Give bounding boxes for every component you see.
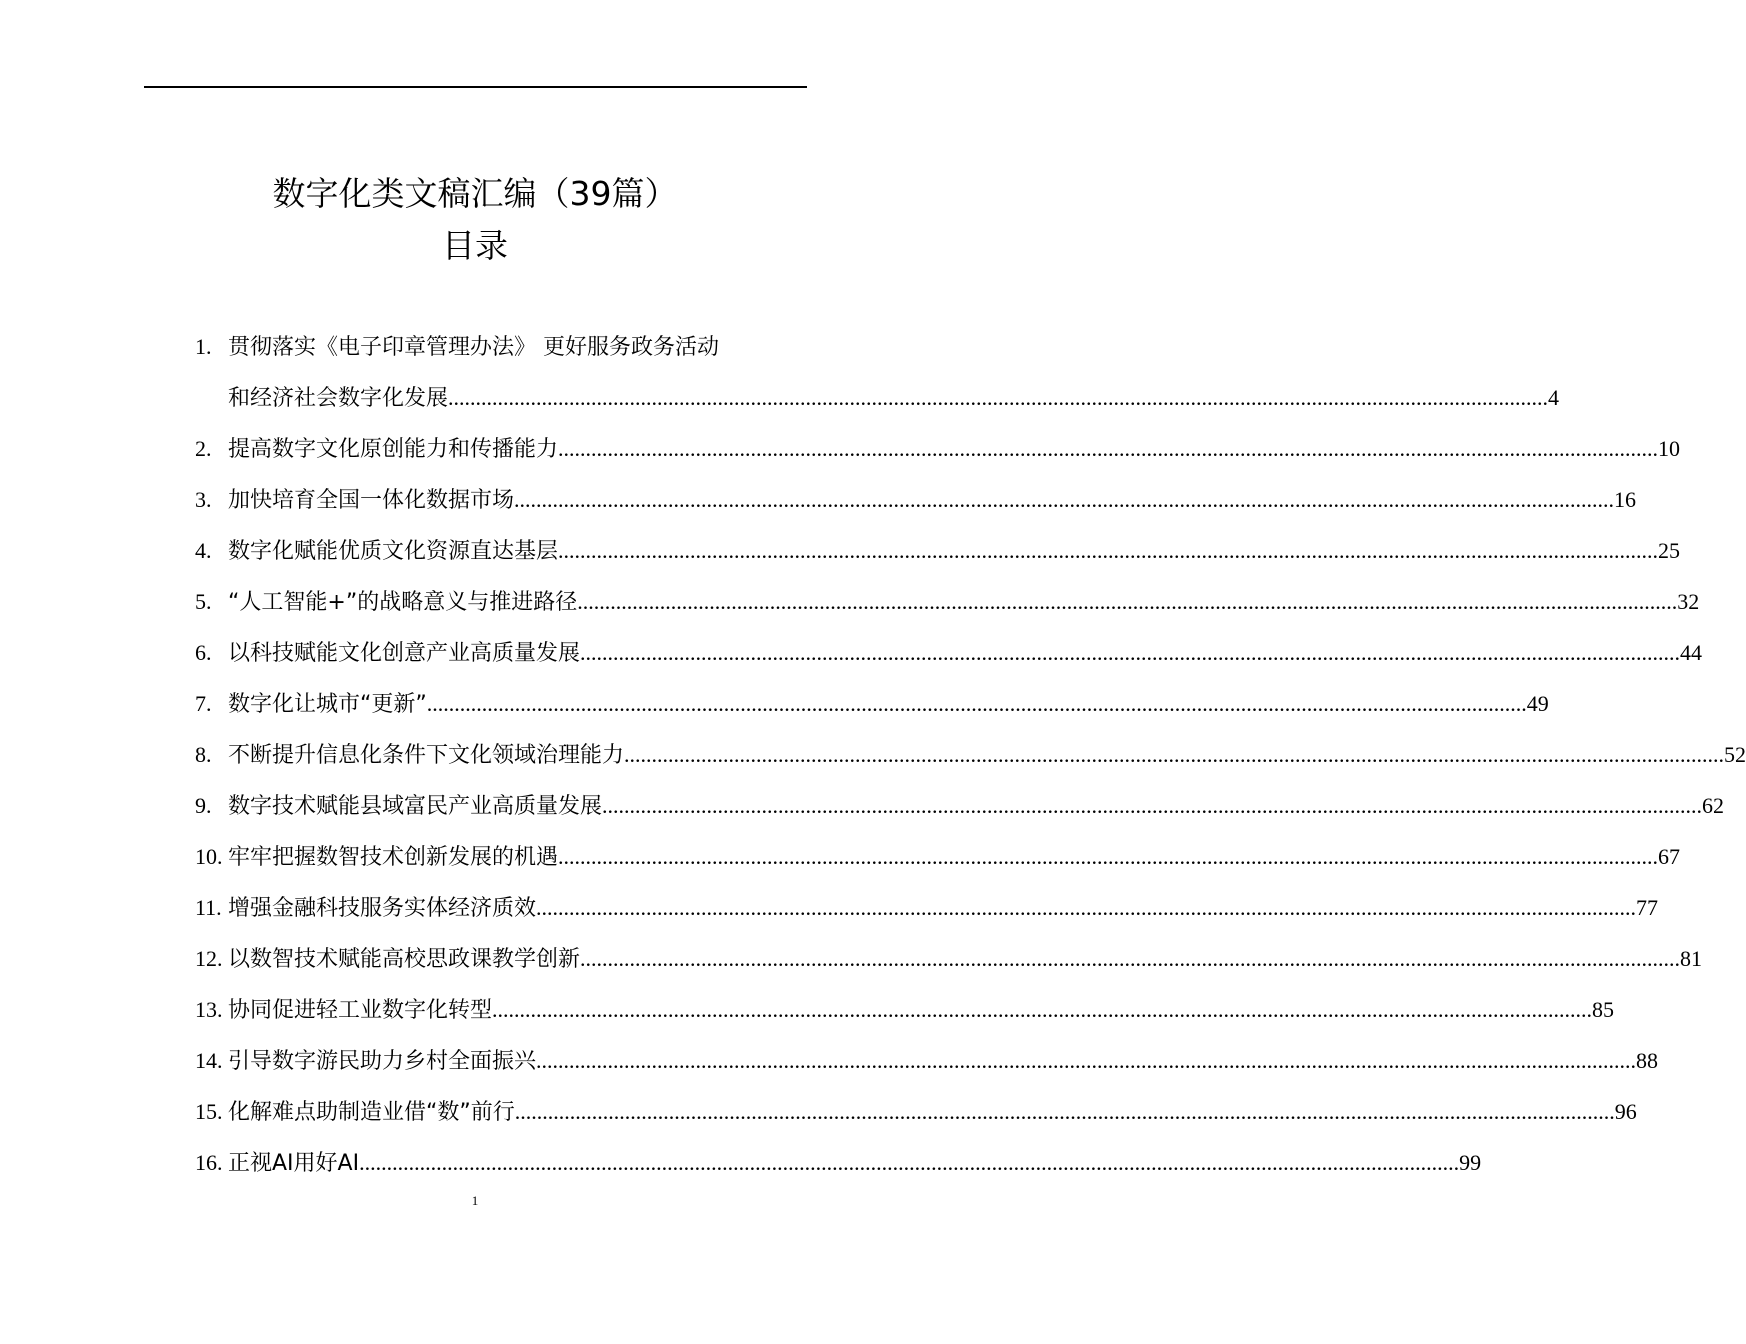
toc-entry-title: 协同促进轻工业数字化转型 bbox=[228, 998, 493, 1023]
toc-leader-dots: ........................................................................................................................................................................................................ bbox=[624, 742, 1725, 767]
document-title: 数字化类文稿汇编（39篇） bbox=[272, 174, 678, 213]
toc-entry-page: 44 bbox=[1680, 640, 1703, 665]
toc-leader-dots: ........................................................................................................................................................................................................ bbox=[514, 487, 1615, 512]
toc-entry-title: 加快培育全国一体化数据市场 bbox=[228, 488, 515, 513]
toc-entry[interactable] bbox=[195, 832, 1681, 883]
toc-entry-number: 4. bbox=[195, 538, 212, 563]
toc-leader-dots: ........................................................................................................................................................................................................ bbox=[558, 436, 1659, 461]
toc-entry-number: 10. bbox=[195, 844, 223, 869]
toc-entry-title: 贯彻落实《电子印章管理办法》 更好服务政务活动 bbox=[228, 335, 719, 360]
toc-entry-title: 和经济社会数字化发展 bbox=[228, 386, 449, 411]
toc-entry[interactable] bbox=[195, 424, 1681, 475]
toc-entry-title: 数字化让城市“更新” bbox=[228, 692, 427, 717]
toc-entry-page: 52 bbox=[1724, 742, 1746, 767]
toc-entry[interactable] bbox=[195, 373, 1560, 424]
toc-leader-dots: ........................................................................................................................................................................................................ bbox=[577, 589, 1678, 614]
toc-leader-dots: ........................................................................................................................................................................................................ bbox=[558, 538, 1659, 563]
toc-entry-number: 6. bbox=[195, 640, 212, 665]
toc-entry[interactable] bbox=[195, 985, 1615, 1036]
toc-entry-page: 88 bbox=[1636, 1048, 1659, 1073]
toc-entry[interactable] bbox=[195, 577, 1700, 628]
toc-entry-title: 数字化赋能优质文化资源直达基层 bbox=[228, 539, 559, 564]
header-rule bbox=[144, 86, 807, 88]
toc-entry-number: 13. bbox=[195, 997, 223, 1022]
toc-leader-dots: ........................................................................................................................................................................................................ bbox=[558, 844, 1659, 869]
toc-entry[interactable] bbox=[195, 475, 1637, 526]
toc-entry[interactable] bbox=[195, 526, 1681, 577]
toc-entry[interactable] bbox=[195, 1087, 1637, 1138]
toc-entry-page: 62 bbox=[1702, 793, 1725, 818]
toc-entry-number: 15. bbox=[195, 1099, 223, 1124]
toc-entry-number: 11. bbox=[195, 895, 222, 920]
toc-entry-page: 67 bbox=[1658, 844, 1681, 869]
toc-entry-number: 16. bbox=[195, 1150, 223, 1175]
toc-entry-page: 77 bbox=[1636, 895, 1659, 920]
toc-entry[interactable] bbox=[195, 322, 806, 373]
toc-entry-number: 7. bbox=[195, 691, 212, 716]
toc-entry-page: 99 bbox=[1459, 1150, 1482, 1175]
toc-entry[interactable] bbox=[195, 730, 1746, 781]
toc-entry-number: 14. bbox=[195, 1048, 223, 1073]
toc-entry[interactable] bbox=[195, 1138, 1482, 1189]
toc-entry-number: 8. bbox=[195, 742, 212, 767]
toc-entry[interactable] bbox=[195, 781, 1725, 832]
toc-entry-page: 96 bbox=[1614, 1099, 1637, 1124]
toc-entry-title: 增强金融科技服务实体经济质效 bbox=[228, 896, 537, 921]
toc-entry-title: 牢牢把握数智技术创新发展的机遇 bbox=[228, 845, 559, 870]
toc-entry-page: 16 bbox=[1614, 487, 1637, 512]
toc-leader-dots: ........................................................................................................................................................................................................ bbox=[580, 640, 1681, 665]
toc-entry-page: 81 bbox=[1680, 946, 1703, 971]
toc-entry-number: 3. bbox=[195, 487, 212, 512]
toc-leader-dots: ........................................................................................................................................................................................................ bbox=[426, 691, 1527, 716]
toc-entry-number: 9. bbox=[195, 793, 212, 818]
toc-heading: 目录 bbox=[442, 226, 508, 265]
toc-entry[interactable] bbox=[195, 628, 1703, 679]
toc-entry-title: 以数智技术赋能高校思政课教学创新 bbox=[228, 947, 581, 972]
toc-entry-page: 4 bbox=[1548, 385, 1560, 410]
toc-entry-number: 12. bbox=[195, 946, 223, 971]
toc-entry-title: 数字技术赋能县域富民产业高质量发展 bbox=[228, 794, 603, 819]
toc-entry-number: 5. bbox=[195, 589, 212, 614]
toc-entry-title: 不断提升信息化条件下文化领域治理能力 bbox=[228, 743, 625, 768]
toc-entry-title: 正视AI用好AI bbox=[228, 1151, 360, 1176]
page-number: 1 bbox=[471, 1193, 479, 1208]
toc-entry[interactable] bbox=[195, 1036, 1659, 1087]
toc-entry-title: “人工智能+”的战略意义与推进路径 bbox=[228, 590, 578, 615]
toc-entry[interactable] bbox=[195, 679, 1549, 730]
toc-entry-number: 1. bbox=[195, 334, 212, 359]
toc-leader-dots: ........................................................................................................................................................................................................ bbox=[602, 793, 1703, 818]
toc-leader-dots: ........................................................................................................................................................................................................ bbox=[536, 895, 1637, 920]
toc-entry[interactable] bbox=[195, 883, 1659, 934]
toc-leader-dots: ........................................................................................................................................................................................................ bbox=[514, 1099, 1615, 1124]
toc-leader-dots: ........................................................................................................................................................................................................ bbox=[359, 1150, 1460, 1175]
toc-entry-page: 49 bbox=[1526, 691, 1549, 716]
toc-entry-title: 化解难点助制造业借“数”前行 bbox=[228, 1100, 515, 1125]
toc-entry-title: 引导数字游民助力乡村全面振兴 bbox=[228, 1049, 537, 1074]
toc-entry-page: 32 bbox=[1677, 589, 1700, 614]
toc-entry-page: 10 bbox=[1658, 436, 1681, 461]
toc-entry-title: 以科技赋能文化创意产业高质量发展 bbox=[228, 641, 581, 666]
toc-leader-dots: ........................................................................................................................................................................................................ bbox=[580, 946, 1681, 971]
toc-leader-dots: ........................................................................................................................................................................................................ bbox=[536, 1048, 1637, 1073]
toc-leader-dots: ........................................................................................................................................................................................................ bbox=[448, 385, 1549, 410]
toc-entry-page: 25 bbox=[1658, 538, 1681, 563]
toc-entry-page: 85 bbox=[1592, 997, 1615, 1022]
table-of-contents bbox=[195, 322, 1746, 1189]
toc-entry-title: 提高数字文化原创能力和传播能力 bbox=[228, 437, 559, 462]
toc-entry[interactable] bbox=[195, 934, 1703, 985]
toc-leader-dots: ........................................................................................................................................................................................................ bbox=[492, 997, 1593, 1022]
toc-entry-number: 2. bbox=[195, 436, 212, 461]
